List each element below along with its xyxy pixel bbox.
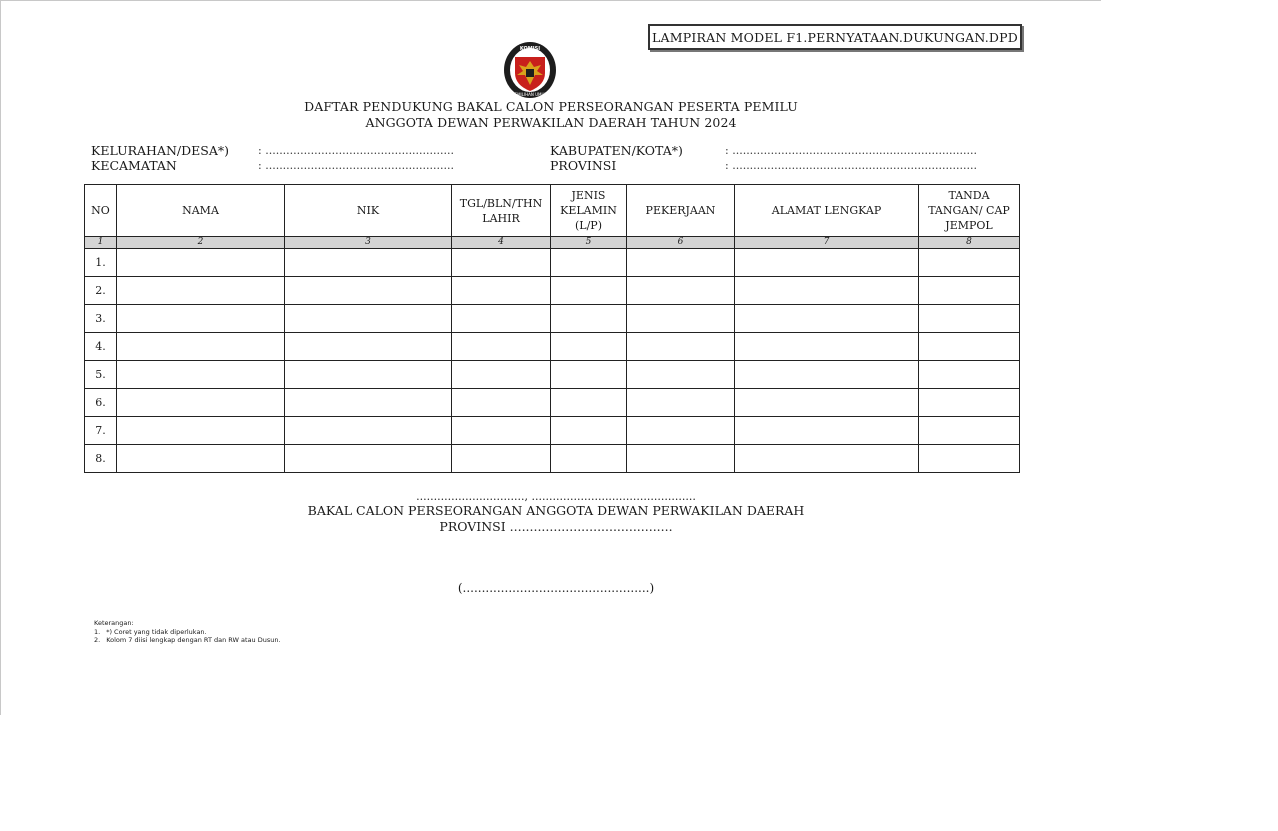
row-number: 2. <box>85 277 117 305</box>
table-row <box>85 361 1020 389</box>
col-header: NIK <box>285 185 452 237</box>
table-cell[interactable] <box>627 361 735 389</box>
table-cell[interactable] <box>551 305 627 333</box>
table-row <box>85 417 1020 445</box>
model-code-box <box>648 24 1022 50</box>
table-cell[interactable] <box>551 445 627 473</box>
table-cell[interactable] <box>452 305 551 333</box>
table-cell[interactable] <box>452 389 551 417</box>
row-number: 5. <box>85 361 117 389</box>
column-number: 3 <box>285 237 452 249</box>
col-header: TANDA TANGAN/ CAP JEMPOL <box>919 185 1020 237</box>
row-number: 8. <box>85 445 117 473</box>
table-row <box>85 305 1020 333</box>
table-cell[interactable] <box>551 389 627 417</box>
table-cell[interactable] <box>117 249 285 277</box>
logo-bottom-text: PEMILIHAN UMUM <box>512 92 548 97</box>
table-cell[interactable] <box>735 249 919 277</box>
table-cell[interactable] <box>285 333 452 361</box>
table-cell[interactable] <box>735 445 919 473</box>
signature-title-line-2: PROVINSI ......................................... <box>439 519 673 534</box>
table-cell[interactable] <box>919 389 1020 417</box>
kecamatan-label: KECAMATAN <box>91 158 177 173</box>
table-cell[interactable] <box>627 389 735 417</box>
table-cell[interactable] <box>919 333 1020 361</box>
table-cell[interactable] <box>735 417 919 445</box>
column-number: 4 <box>452 237 551 249</box>
column-number-row <box>85 237 1020 249</box>
note-text: *) Coret yang tidak diperlukan. <box>106 627 207 636</box>
col-header: JENIS KELAMIN (L/P) <box>551 185 627 237</box>
col-header: TGL/BLN/THN LAHIR <box>452 185 551 237</box>
title-line-1: DAFTAR PENDUKUNG BAKAL CALON PERSEORANGAN PESERTA PEMILU <box>304 99 798 114</box>
place-date-line: ..............................., ............................................... <box>416 490 696 503</box>
table-cell[interactable] <box>551 249 627 277</box>
signature-title-line-1: BAKAL CALON PERSEORANGAN ANGGOTA DEWAN PERWAKILAN DAERAH <box>307 503 805 518</box>
column-number: 8 <box>919 237 1020 249</box>
table-cell[interactable] <box>285 277 452 305</box>
note-item <box>94 636 281 645</box>
title-line-2: ANGGOTA DEWAN PERWAKILAN DAERAH TAHUN 2024 <box>365 115 737 130</box>
signature-name-placeholder: (.................................................) <box>457 581 655 595</box>
note-number: 1. <box>94 627 101 636</box>
kpu-logo <box>501 41 559 99</box>
supporter-table <box>84 184 1020 473</box>
column-number: 2 <box>117 237 285 249</box>
table-cell[interactable] <box>735 389 919 417</box>
table-cell[interactable] <box>452 361 551 389</box>
table-row <box>85 333 1020 361</box>
notes-title: Keterangan: <box>94 619 134 627</box>
table-cell[interactable] <box>117 277 285 305</box>
logo-top-text: KOMISI <box>519 46 541 52</box>
kabupaten-input[interactable]: : ...................................................................... <box>725 144 977 157</box>
model-code: LAMPIRAN MODEL F1.PERNYATAAN.DUKUNGAN.DPD <box>652 29 1018 45</box>
table-cell[interactable] <box>551 361 627 389</box>
table-cell[interactable] <box>285 249 452 277</box>
provinsi-label: PROVINSI <box>550 158 617 173</box>
table-cell[interactable] <box>285 417 452 445</box>
table-cell[interactable] <box>551 277 627 305</box>
col-header: NO <box>85 185 117 237</box>
table-cell[interactable] <box>919 277 1020 305</box>
table-cell[interactable] <box>919 361 1020 389</box>
note-item <box>94 628 281 637</box>
note-text: Kolom 7 diisi lengkap dengan RT dan RW atau Dusun. <box>106 636 281 644</box>
table-row <box>85 445 1020 473</box>
table-cell[interactable] <box>117 389 285 417</box>
table-cell[interactable] <box>452 249 551 277</box>
row-number: 3. <box>85 305 117 333</box>
table-cell[interactable] <box>919 305 1020 333</box>
header-row <box>85 185 1020 237</box>
column-number: 5 <box>551 237 627 249</box>
table-cell[interactable] <box>285 445 452 473</box>
table-cell[interactable] <box>452 445 551 473</box>
table-cell[interactable] <box>919 445 1020 473</box>
table-cell[interactable] <box>919 417 1020 445</box>
col-header: ALAMAT LENGKAP <box>735 185 919 237</box>
table-cell[interactable] <box>117 333 285 361</box>
table-row <box>85 249 1020 277</box>
table-row <box>85 389 1020 417</box>
table-cell[interactable] <box>627 417 735 445</box>
table-cell[interactable] <box>627 249 735 277</box>
column-number: 6 <box>627 237 735 249</box>
table-cell[interactable] <box>452 417 551 445</box>
kecamatan-input[interactable]: : ...................................................... <box>258 159 455 172</box>
col-header: NAMA <box>117 185 285 237</box>
table-cell[interactable] <box>117 445 285 473</box>
table-cell[interactable] <box>627 277 735 305</box>
table-cell[interactable] <box>735 305 919 333</box>
table-cell[interactable] <box>551 417 627 445</box>
column-number: 7 <box>735 237 919 249</box>
note-number: 2. <box>94 636 101 644</box>
table-cell[interactable] <box>452 277 551 305</box>
kabupaten-label: KABUPATEN/KOTA*) <box>550 143 683 158</box>
table-cell[interactable] <box>735 361 919 389</box>
table-cell[interactable] <box>117 417 285 445</box>
col-header: PEKERJAAN <box>627 185 735 237</box>
row-number: 1. <box>85 249 117 277</box>
provinsi-input[interactable]: : ...................................................................... <box>725 159 977 172</box>
table-cell[interactable] <box>627 445 735 473</box>
row-number: 7. <box>85 417 117 445</box>
kelurahan-input[interactable]: : ...................................................... <box>258 144 455 157</box>
table-cell[interactable] <box>919 249 1020 277</box>
table-cell[interactable] <box>452 333 551 361</box>
table-cell[interactable] <box>117 305 285 333</box>
table-cell[interactable] <box>285 389 452 417</box>
table-cell[interactable] <box>551 333 627 361</box>
row-number: 6. <box>85 389 117 417</box>
table-cell[interactable] <box>117 361 285 389</box>
table-cell[interactable] <box>627 333 735 361</box>
row-number: 4. <box>85 333 117 361</box>
column-number: 1 <box>85 237 117 249</box>
kelurahan-label: KELURAHAN/DESA*) <box>91 143 229 158</box>
table-cell[interactable] <box>285 305 452 333</box>
table-cell[interactable] <box>735 277 919 305</box>
table-cell[interactable] <box>735 333 919 361</box>
table-cell[interactable] <box>627 305 735 333</box>
notes-section <box>94 619 281 645</box>
table-cell[interactable] <box>285 361 452 389</box>
table-row <box>85 277 1020 305</box>
